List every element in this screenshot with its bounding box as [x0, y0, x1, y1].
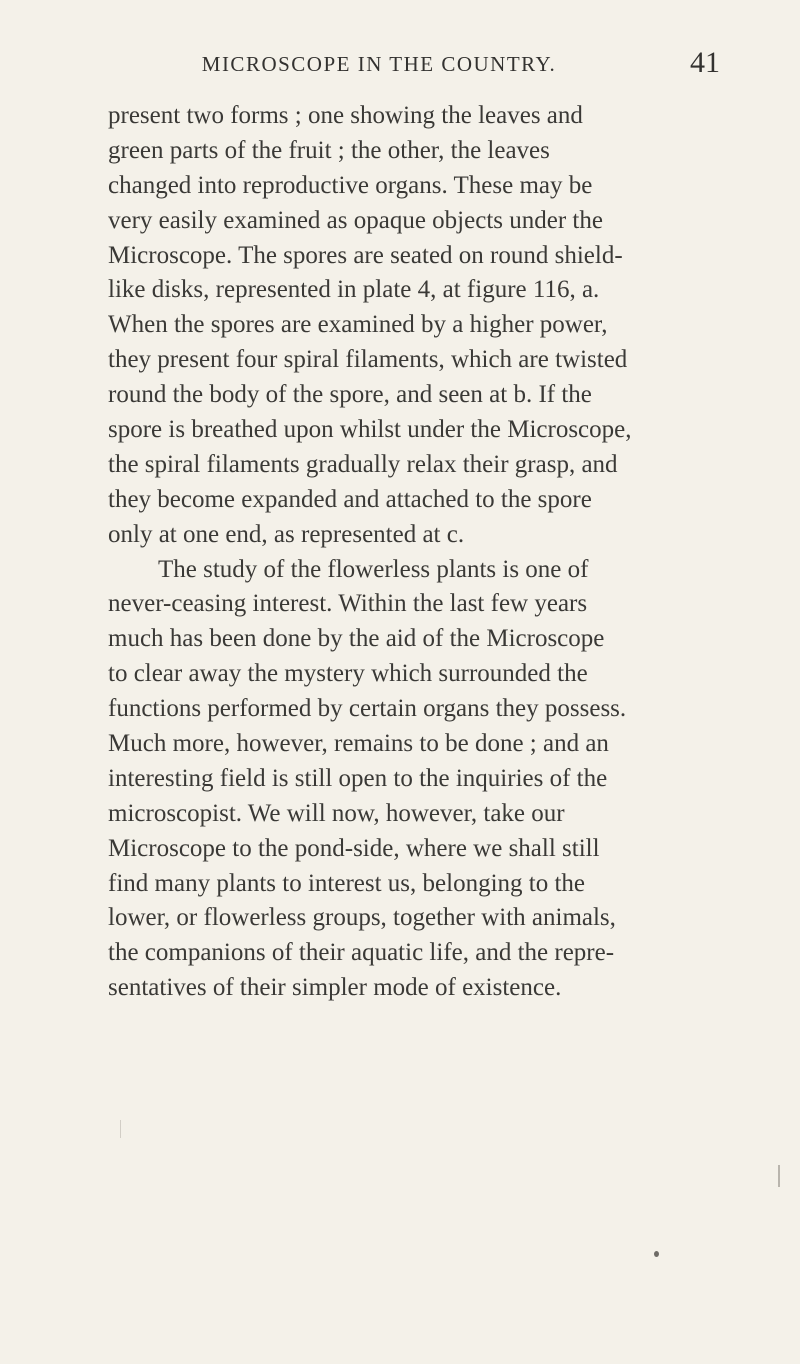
- body-text: [108, 99, 720, 1006]
- running-head: [108, 46, 720, 86]
- text-line: very easily examined as opaque objects under the: [108, 206, 603, 234]
- text-line: present two forms ; one showing the leaves and: [108, 102, 583, 129]
- text-line: to clear away the mystery which surrounded the: [108, 660, 588, 688]
- ink-spot: [654, 1251, 659, 1257]
- text-line: much has been done by the aid of the Microscope: [108, 625, 605, 653]
- running-title: MICROSCOPE IN THE COUNTRY.: [201, 52, 557, 76]
- text-line: Microscope. The spores are seated on round shield-: [108, 241, 623, 269]
- text-line: they present four spiral filaments, which are twisted: [108, 346, 628, 374]
- paper-mark: [120, 1120, 121, 1138]
- text-line: green parts of the fruit ; the other, the leaves: [108, 136, 550, 164]
- paragraph-start-line: The study of the flowerless plants is one of: [158, 555, 589, 583]
- text-line: functions performed by certain organs they possess.: [108, 695, 627, 723]
- text-line: never-ceasing interest. Within the last few years: [108, 590, 588, 618]
- text-line: spore is breathed upon whilst under the Microscope,: [108, 416, 632, 444]
- text-line: like disks, represented in plate 4, at figure 116, a.: [108, 276, 600, 304]
- text-line: changed into reproductive organs. These may be: [108, 171, 593, 199]
- text-line: When the spores are examined by a higher power,: [108, 311, 608, 339]
- text-line: Much more, however, remains to be done ; and an: [108, 730, 609, 758]
- text-line: Microscope to the pond-side, where we shall still: [108, 834, 600, 862]
- text-line: round the body of the spore, and seen at b. If the: [108, 381, 592, 409]
- text-line: interesting field is still open to the inquiries of the: [108, 764, 608, 792]
- text-line: sentatives of their simpler mode of existence.: [108, 974, 562, 1002]
- page-number: 41: [690, 46, 720, 79]
- text-line: only at one end, as represented at c.: [108, 520, 465, 548]
- text-line: they become expanded and attached to the spore: [108, 485, 592, 513]
- text-line: lower, or flowerless groups, together with animals,: [108, 904, 616, 932]
- text-line: the companions of their aquatic life, and the repre-: [108, 939, 615, 967]
- paper-mark: [778, 1165, 780, 1187]
- text-line: the spiral filaments gradually relax their grasp, and: [108, 450, 618, 478]
- text-line: microscopist. We will now, however, take our: [108, 799, 565, 827]
- text-line: find many plants to interest us, belonging to the: [108, 869, 586, 897]
